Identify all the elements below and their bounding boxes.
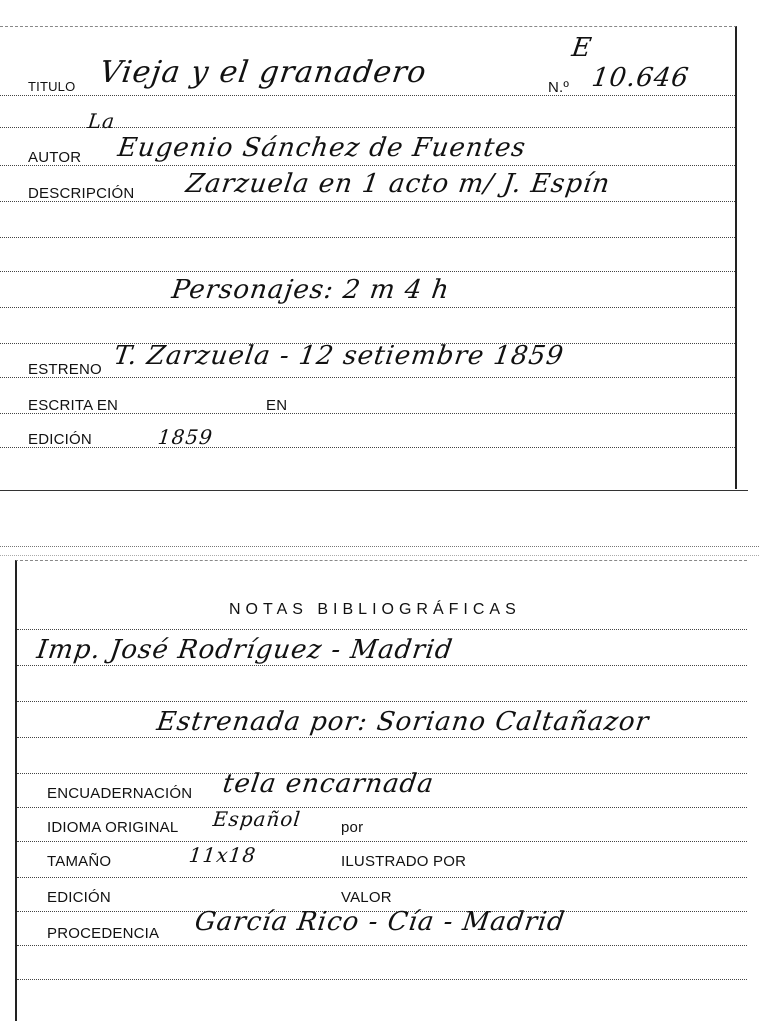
title-label: TITULO	[28, 79, 76, 94]
origin-value: García Rico - Cía - Madrid	[192, 907, 568, 937]
title-prefix: La	[86, 109, 117, 133]
line-rule	[17, 629, 747, 630]
premiered-by-note: Estrenada por: Soriano Caltañazor	[154, 707, 652, 737]
author-value: Eugenio Sánchez de Fuentes	[115, 133, 528, 163]
line-rule	[17, 945, 747, 946]
edition-label: EDICIÓN	[28, 431, 92, 448]
line-rule	[17, 737, 747, 738]
line-rule	[0, 307, 735, 308]
notes-heading: NOTAS BIBLIOGRÁFICAS	[229, 601, 521, 618]
line-rule	[17, 807, 747, 808]
premiere-label: ESTRENO	[28, 361, 102, 378]
author-label: AUTOR	[28, 149, 82, 166]
value-label: VALOR	[341, 889, 392, 906]
language-value: Español	[211, 807, 303, 831]
edition-label-back: EDICIÓN	[47, 889, 111, 906]
line-rule	[0, 237, 735, 238]
binding-value: tela encarnada	[220, 769, 437, 799]
language-label: IDIOMA ORIGINAL	[47, 819, 179, 836]
catalog-number: 10.646	[589, 63, 692, 93]
in-label: EN	[266, 397, 288, 414]
line-rule	[0, 447, 735, 448]
description-label: DESCRIPCIÓN	[28, 185, 135, 202]
written-in-label: ESCRITA EN	[28, 397, 119, 414]
title-value: Vieja y el granadero	[97, 55, 430, 90]
line-rule	[17, 701, 747, 702]
by-label: por	[341, 819, 364, 836]
number-label: N.º	[548, 79, 570, 96]
size-label: TAMAÑO	[47, 853, 112, 870]
line-rule	[0, 95, 735, 96]
size-value: 11x18	[187, 843, 258, 867]
binding-label: ENCUADERNACIÓN	[47, 785, 193, 802]
characters-note: Personajes: 2 m 4 h	[169, 275, 452, 305]
line-rule	[17, 665, 747, 666]
imprint-note: Imp. José Rodríguez - Madrid	[34, 635, 455, 665]
card-divider	[0, 490, 748, 491]
line-rule	[17, 877, 747, 878]
line-rule	[17, 841, 747, 842]
origin-label: PROCEDENCIA	[47, 925, 160, 942]
catalog-card-back	[15, 560, 747, 1021]
corner-mark: E	[569, 33, 595, 63]
line-rule	[17, 979, 747, 980]
illustrated-label: ILUSTRADO POR	[341, 853, 467, 870]
edition-value: 1859	[156, 425, 215, 449]
premiere-value: T. Zarzuela - 12 setiembre 1859	[111, 341, 566, 371]
catalog-card-front	[0, 26, 737, 489]
line-rule	[0, 165, 735, 166]
scan-edge	[0, 546, 759, 556]
line-rule	[0, 271, 735, 272]
line-rule	[0, 377, 735, 378]
description-value: Zarzuela en 1 acto m/ J. Espín	[183, 169, 613, 199]
